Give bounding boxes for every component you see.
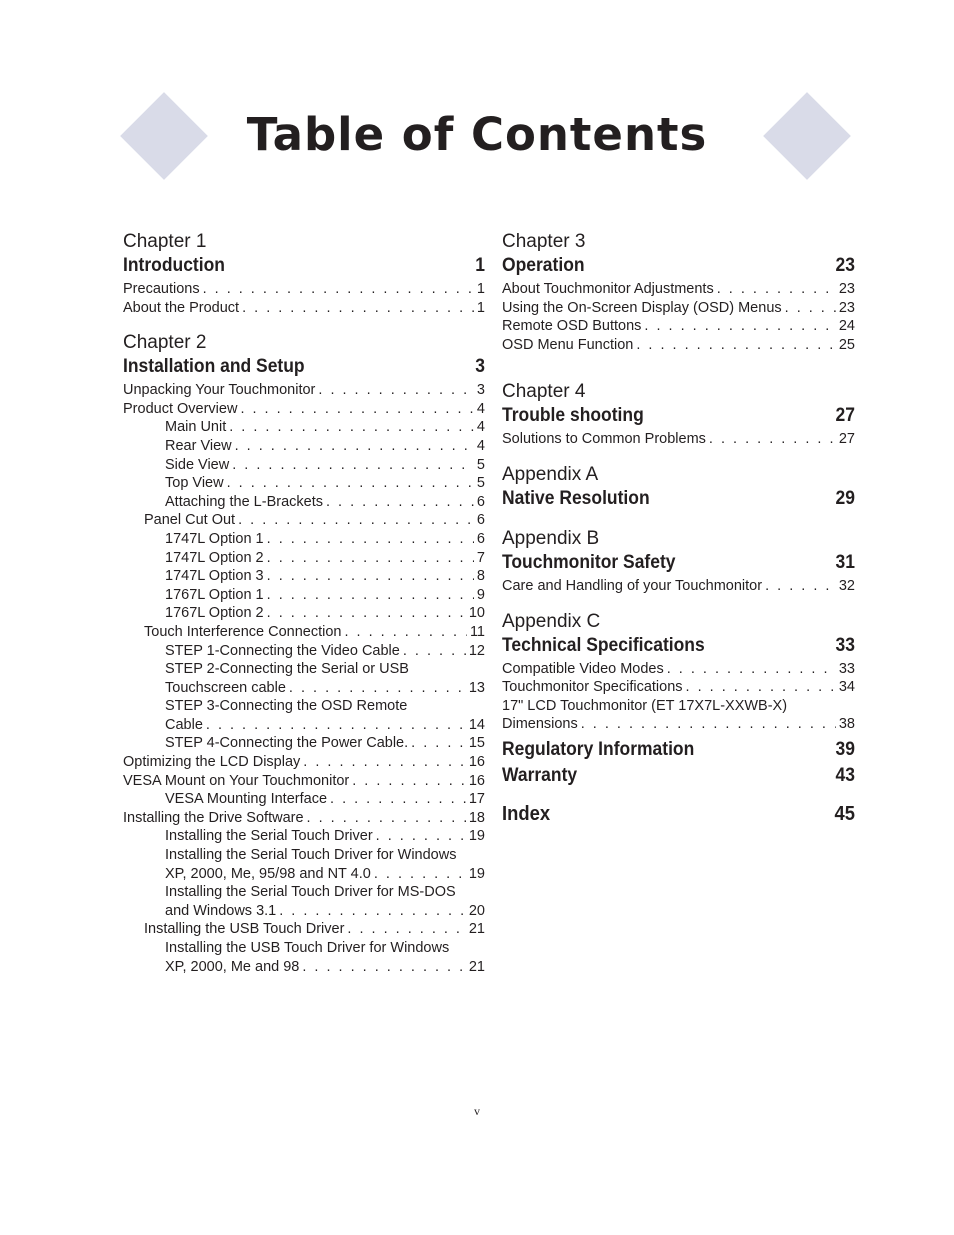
leader-dots <box>289 679 466 698</box>
toc-entry-text: VESA Mounting Interface <box>165 791 328 808</box>
section-heading-index[interactable] <box>502 802 855 826</box>
toc-entry-text: 1747L Option 2 <box>165 549 264 566</box>
toc-entry[interactable] <box>502 678 855 697</box>
appendix-title: Touchmonitor Safety <box>502 551 676 573</box>
leader-dots <box>717 280 836 299</box>
toc-entry-text: Solutions to Common Problems <box>502 431 706 448</box>
appendix-heading[interactable] <box>502 551 855 575</box>
toc-entry[interactable] <box>123 734 485 753</box>
leader-dots <box>302 958 465 977</box>
toc-entry-text: OSD Menu Function <box>502 336 634 353</box>
toc-entry-text: Top View <box>165 475 224 492</box>
toc-entry-page: 27 <box>838 431 855 448</box>
chapter-page: 27 <box>835 405 856 427</box>
section-page: 45 <box>834 802 856 825</box>
chapter-page: 1 <box>475 255 486 276</box>
toc-entry[interactable] <box>123 437 485 456</box>
page-number: v <box>474 1104 480 1118</box>
toc-entry-page: 19 <box>468 828 485 845</box>
toc-entry-page: 17 <box>468 791 485 808</box>
toc-entry-page: 24 <box>838 318 855 335</box>
toc-entry-page: 16 <box>468 772 485 789</box>
toc-entry-page: 8 <box>476 568 485 585</box>
appendix-label: Appendix A <box>502 463 599 485</box>
toc-entry[interactable] <box>123 567 485 586</box>
leader-dots <box>267 567 474 586</box>
toc-entry[interactable] <box>123 809 485 828</box>
toc-entry-page: 21 <box>468 958 485 975</box>
toc-entry[interactable] <box>123 586 485 605</box>
leader-dots <box>267 586 474 605</box>
toc-entry-page: 6 <box>476 512 485 529</box>
toc-entry[interactable] <box>123 902 485 921</box>
appendix-page: 29 <box>835 487 856 509</box>
toc-entry[interactable] <box>502 317 855 336</box>
toc-entry[interactable] <box>123 280 485 299</box>
toc-entry-page: 18 <box>468 809 485 826</box>
toc-entry[interactable] <box>502 280 855 299</box>
leader-dots <box>267 549 474 568</box>
chapter-title: Introduction <box>123 255 225 276</box>
toc-left-column <box>123 230 485 976</box>
leader-dots <box>229 418 474 437</box>
leader-dots <box>203 280 474 299</box>
toc-entry-text: STEP 4-Connecting the Power Cable. <box>165 735 409 752</box>
chapter-label: Chapter 4 <box>502 381 586 403</box>
toc-entry-text: Unpacking Your Touchmonitor <box>123 382 316 399</box>
toc-entry-page: 6 <box>476 493 485 510</box>
leader-dots <box>374 865 466 884</box>
toc-entry-text: Main Unit <box>165 419 227 436</box>
leader-dots <box>636 336 835 355</box>
toc-entry-text: About Touchmonitor Adjustments <box>502 281 714 297</box>
leader-dots <box>267 530 474 549</box>
toc-entry-text: 1747L Option 3 <box>165 568 264 585</box>
section-heading-regulatory[interactable] <box>502 738 855 762</box>
leader-dots <box>785 299 836 318</box>
toc-entry-page: 21 <box>468 921 485 938</box>
toc-entry[interactable] <box>123 604 485 623</box>
toc-entry-wrap-line: Installing the Serial Touch Driver for MS-DOS <box>165 884 456 901</box>
toc-entry-page: 13 <box>468 679 485 696</box>
leader-dots <box>667 660 836 679</box>
toc-entry-page: 9 <box>476 586 485 603</box>
toc-entry-text: Remote OSD Buttons <box>502 318 642 335</box>
toc-entry-page: 14 <box>468 716 485 733</box>
toc-entry-text: About the Product <box>123 299 240 316</box>
toc-entry[interactable] <box>502 715 855 734</box>
toc-entry-page: 7 <box>476 549 485 566</box>
toc-entry-wrap-line: STEP 2-Connecting the Serial or USB <box>165 661 409 678</box>
toc-entry-page: 19 <box>468 865 485 882</box>
toc-entry[interactable] <box>123 679 485 698</box>
section-title: Index <box>502 802 551 825</box>
toc-entry-wrap-line: STEP 3-Connecting the OSD Remote <box>165 698 408 715</box>
leader-dots <box>403 642 466 661</box>
chapter-title: Installation and Setup <box>123 356 305 378</box>
toc-entry[interactable] <box>123 474 485 493</box>
toc-entry-text: STEP 1-Connecting the Video Cable <box>165 642 400 659</box>
toc-entry-page: 3 <box>476 382 485 399</box>
toc-entry[interactable] <box>123 511 485 530</box>
toc-entry-text: Installing the Drive Software <box>123 809 304 826</box>
toc-entry-page: 4 <box>476 437 485 454</box>
leader-dots <box>352 772 466 791</box>
toc-entry-text: Attaching the L-Brackets <box>165 493 323 510</box>
toc-entry-text: Optimizing the LCD Display <box>123 754 301 771</box>
appendix-title: Technical Specifications <box>502 634 705 656</box>
toc-entry[interactable] <box>123 381 485 400</box>
leader-dots <box>307 809 466 828</box>
chapter-label: Chapter 3 <box>502 231 586 252</box>
toc-entry[interactable] <box>123 920 485 939</box>
toc-entry-text: Installing the USB Touch Driver <box>144 921 345 938</box>
toc-entry[interactable] <box>123 772 485 791</box>
leader-dots <box>376 827 466 846</box>
toc-entry[interactable] <box>502 299 855 318</box>
leader-dots <box>240 400 473 419</box>
toc-entry[interactable] <box>123 642 485 661</box>
toc-entry-page: 15 <box>468 735 485 752</box>
chapter-heading[interactable] <box>502 404 855 428</box>
page-title: Table of Contents <box>246 108 708 161</box>
appendix-heading[interactable] <box>502 487 855 511</box>
chapter-heading[interactable] <box>502 254 855 278</box>
chapter-title: Trouble shooting <box>502 405 644 427</box>
toc-entry[interactable] <box>123 530 485 549</box>
toc-entry-text: Touch Interference Connection <box>144 623 342 640</box>
toc-entry[interactable] <box>123 299 485 318</box>
chapter-label: Chapter 1 <box>123 231 207 252</box>
leader-dots <box>330 790 466 809</box>
chapter-label: Chapter 2 <box>123 332 207 354</box>
leader-dots <box>267 604 466 623</box>
toc-entry-page: 5 <box>476 475 485 492</box>
section-title: Regulatory Information <box>502 738 695 760</box>
toc-entry-text: XP, 2000, Me, 95/98 and NT 4.0 <box>165 865 371 882</box>
appendix-label: Appendix C <box>502 610 601 632</box>
toc-entry-page: 11 <box>469 623 485 640</box>
toc-entry-page: 1 <box>476 281 485 297</box>
toc-entry-text: Side View <box>165 456 230 473</box>
appendix-title: Native Resolution <box>502 487 650 509</box>
toc-entry-text: Precautions <box>123 281 200 297</box>
leader-dots <box>709 430 836 449</box>
toc-entry-text: Installing the Serial Touch Driver <box>165 828 373 845</box>
toc-entry[interactable] <box>123 958 485 977</box>
toc-entry-page: 38 <box>838 716 855 733</box>
chapter-heading[interactable] <box>123 355 485 379</box>
leader-dots <box>206 716 466 735</box>
toc-entry[interactable] <box>123 865 485 884</box>
leader-dots <box>235 437 474 456</box>
leader-dots <box>238 511 474 530</box>
toc-entry-text: XP, 2000, Me and 98 <box>165 958 300 975</box>
toc-entry[interactable] <box>502 430 855 449</box>
toc-entry-text: VESA Mount on Your Touchmonitor <box>123 772 350 789</box>
toc-entry-text: Touchscreen cable <box>165 679 286 696</box>
toc-entry-text: Using the On-Screen Display (OSD) Menus <box>502 299 782 316</box>
toc-entry-page: 5 <box>476 456 485 473</box>
leader-dots <box>581 715 836 734</box>
leader-dots <box>227 474 474 493</box>
chapter-page: 3 <box>475 356 486 378</box>
toc-entry-page: 16 <box>468 754 485 771</box>
toc-entry-page: 34 <box>838 679 855 696</box>
toc-entry-wrap-line: 17" LCD Touchmonitor (ET 17X7L-XXWB-X) <box>502 697 788 714</box>
toc-entry-text: Dimensions <box>502 716 578 733</box>
toc-right-column <box>502 230 855 828</box>
toc-entry[interactable] <box>123 456 485 475</box>
toc-entry-text: Panel Cut Out <box>144 512 236 529</box>
toc-entry-text: Cable <box>165 716 203 733</box>
leader-dots <box>411 734 466 753</box>
chapter-heading[interactable] <box>123 254 485 278</box>
toc-entry-text: Rear View <box>165 437 232 454</box>
toc-entry[interactable] <box>123 418 485 437</box>
leader-dots <box>318 381 474 400</box>
toc-entry-text: 1767L Option 2 <box>165 605 264 622</box>
toc-entry-text: 1767L Option 1 <box>165 586 264 603</box>
toc-entry[interactable] <box>123 716 485 735</box>
toc-entry-wrap-line: Installing the Serial Touch Driver for Windows <box>165 847 457 864</box>
toc-entry-page: 1 <box>476 299 485 316</box>
leader-dots <box>686 678 836 697</box>
leader-dots <box>644 317 835 336</box>
appendix-page: 33 <box>835 634 856 656</box>
toc-entry-text: 1747L Option 1 <box>165 530 264 547</box>
leader-dots <box>303 753 466 772</box>
toc-entry-page: 4 <box>476 419 485 436</box>
leader-dots <box>279 902 466 921</box>
leader-dots <box>232 456 474 475</box>
toc-entry-text: Compatible Video Modes <box>502 660 664 677</box>
toc-entry-page: 23 <box>838 281 855 297</box>
toc-entry[interactable] <box>502 660 855 679</box>
appendix-heading[interactable] <box>502 634 855 658</box>
chapter-page: 23 <box>835 255 856 276</box>
appendix-label: Appendix B <box>502 527 600 549</box>
toc-entry-page: 25 <box>838 336 855 353</box>
section-heading-warranty[interactable] <box>502 764 855 788</box>
toc-entry-wrap-line: Installing the USB Touch Driver for Windows <box>165 940 450 956</box>
toc-entry-page: 23 <box>838 299 855 316</box>
leader-dots <box>242 299 474 318</box>
section-title: Warranty <box>502 764 578 786</box>
toc-entry-page: 10 <box>468 605 485 622</box>
chapter-title: Operation <box>502 255 585 276</box>
appendix-page: 31 <box>835 551 856 573</box>
toc-entry-text: and Windows 3.1 <box>165 902 277 919</box>
leader-dots <box>345 623 467 642</box>
toc-entry-page: 12 <box>468 642 485 659</box>
toc-entry-page: 33 <box>838 660 855 677</box>
toc-entry[interactable] <box>502 577 855 596</box>
toc-entry-text: Care and Handling of your Touchmonitor <box>502 577 763 594</box>
section-page: 43 <box>835 764 856 786</box>
toc-entry-page: 32 <box>838 577 855 594</box>
toc-entry[interactable] <box>123 400 485 419</box>
toc-entry[interactable] <box>123 753 485 772</box>
leader-dots <box>765 577 836 596</box>
section-page: 39 <box>835 738 856 760</box>
toc-entry-text: Product Overview <box>123 400 238 417</box>
toc-entry-page: 4 <box>476 400 485 417</box>
toc-entry[interactable] <box>123 623 485 642</box>
leader-dots <box>326 493 474 512</box>
toc-entry[interactable] <box>123 493 485 512</box>
toc-entry[interactable] <box>123 790 485 809</box>
toc-entry[interactable] <box>123 827 485 846</box>
toc-entry[interactable] <box>123 549 485 568</box>
toc-entry-text: Touchmonitor Specifications <box>502 679 683 696</box>
toc-entry-page: 6 <box>476 530 485 547</box>
toc-entry[interactable] <box>502 336 855 355</box>
leader-dots <box>347 920 465 939</box>
toc-entry-page: 20 <box>468 902 485 919</box>
